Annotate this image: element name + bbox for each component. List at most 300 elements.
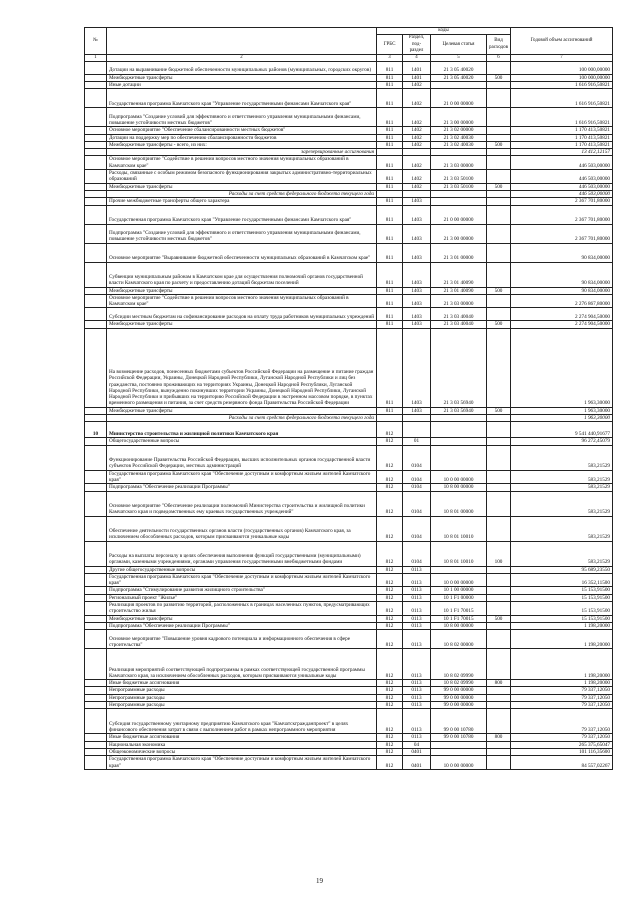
row-section: 0401: [403, 748, 431, 755]
row-name: Подпрограмма "Стимулирование развития жилищного строительства": [107, 587, 377, 594]
row-target: 21 3 03 40040: [431, 308, 487, 321]
row-exptype: [487, 602, 511, 616]
row-amount: 1 198,20000: [511, 622, 613, 629]
row-amount: 1 963,30000: [511, 415, 613, 422]
row-section: 0113: [403, 687, 431, 694]
row-exptype: [487, 61, 511, 74]
row-exptype: [487, 566, 511, 573]
row-name: Государственная программа Камчатского края "Обеспечение доступным и комфортным жильем жителей Камчатского края": [107, 470, 377, 484]
row-grbs: 812: [377, 709, 403, 734]
row-exptype: [487, 516, 511, 541]
row-amount: 583,21529: [511, 445, 613, 470]
row-number: [85, 294, 107, 308]
row-name: Основное мероприятие "Выравнивание бюджетной обеспеченности муниципальных образований в Камчатском крае": [107, 243, 377, 262]
row-name: Непрограммные расходы: [107, 694, 377, 701]
row-amount: 90 834,00000: [511, 262, 613, 287]
row-number: [85, 407, 107, 414]
row-grbs: 812: [377, 541, 403, 566]
row-amount: 1 170 413,50821: [511, 134, 613, 141]
row-number: [85, 756, 107, 770]
row-section: 0104: [403, 484, 431, 491]
row-amount: 1 616 916,50821: [511, 108, 613, 127]
row-exptype: 500: [487, 141, 511, 148]
row-grbs: 812: [377, 516, 403, 541]
row-target: 10 1 F1 00000: [431, 594, 487, 601]
row-number: [85, 594, 107, 601]
row-grbs: 811: [377, 134, 403, 141]
row-target: 21 3 03 56940: [431, 407, 487, 414]
row-name: Иные бюджетные ассигнования: [107, 734, 377, 741]
row-grbs: [377, 149, 403, 156]
row-number: [85, 566, 107, 573]
table-row: [85, 328, 613, 407]
header-grbs: ГРБС: [377, 35, 403, 55]
row-section: 04: [403, 741, 431, 748]
table-row: [85, 566, 613, 573]
row-exptype: 500: [487, 74, 511, 81]
row-grbs: 812: [377, 484, 403, 491]
table-row: [85, 308, 613, 321]
row-target: [431, 149, 487, 156]
row-target: [431, 445, 487, 470]
row-number: [85, 198, 107, 205]
row-grbs: 811: [377, 127, 403, 134]
table-row: [85, 573, 613, 587]
header-name: [107, 28, 377, 55]
table-row: [85, 541, 613, 566]
row-name: Министерство строительства и жилищной политики Камчатского края: [107, 422, 377, 438]
row-section: 1402: [403, 183, 431, 190]
column-index: 7: [511, 55, 613, 62]
table-row: [85, 602, 613, 616]
row-grbs: 812: [377, 602, 403, 616]
row-grbs: 811: [377, 108, 403, 127]
row-name: Субсидии местным бюджетам на софинансирование расходов на оплату труда работников муниципальных учреждений: [107, 308, 377, 321]
row-name: Другие общегосударственные вопросы: [107, 566, 377, 573]
row-grbs: 811: [377, 308, 403, 321]
row-number: [85, 205, 107, 224]
row-grbs: 812: [377, 756, 403, 770]
row-grbs: 811: [377, 328, 403, 407]
row-section: 1401: [403, 61, 431, 74]
row-number: [85, 602, 107, 616]
row-target: 10 8 00 00000: [431, 484, 487, 491]
row-target: [431, 415, 487, 422]
row-target: 21 0 00 00000: [431, 205, 487, 224]
row-amount: 1 170 413,50821: [511, 141, 613, 148]
row-section: 0113: [403, 734, 431, 741]
row-number: [85, 134, 107, 141]
row-name: Дотации на поддержку мер по обеспечению сбалансированности бюджетов: [107, 134, 377, 141]
row-amount: 2 274 904,50000: [511, 308, 613, 321]
table-row: [85, 170, 613, 184]
row-grbs: 811: [377, 89, 403, 108]
row-exptype: [487, 422, 511, 438]
row-name: Подпрограмма "Создание условий для эффективного и ответственного управления муниципальными финансами, повышение устойчивости местных бюджетов": [107, 224, 377, 243]
row-section: 0113: [403, 573, 431, 587]
row-target: 10 8 01 10010: [431, 516, 487, 541]
row-name: зарезервированные ассигнования: [107, 149, 377, 156]
table-row: [85, 321, 613, 328]
row-target: 10 1 F1 70015: [431, 615, 487, 622]
row-target: 10 1 00 00000: [431, 587, 487, 594]
row-grbs: 812: [377, 748, 403, 755]
row-grbs: 811: [377, 243, 403, 262]
row-section: 1402: [403, 127, 431, 134]
row-name: Межбюджетные трансферты: [107, 74, 377, 81]
row-section: 0113: [403, 622, 431, 629]
table-row: [85, 294, 613, 308]
row-number: [85, 262, 107, 287]
table-row: [85, 205, 613, 224]
row-exptype: 100: [487, 541, 511, 566]
row-number: [85, 81, 107, 88]
row-number: [85, 680, 107, 687]
row-name: Расходы, связанные с особым режимом безопасного функционирования закрытых административно-территориальных образований: [107, 170, 377, 184]
row-number: [85, 224, 107, 243]
row-amount: 100 000,00000: [511, 61, 613, 74]
row-number: [85, 170, 107, 184]
row-target: [431, 741, 487, 748]
row-exptype: 800: [487, 734, 511, 741]
budget-table: [84, 27, 613, 770]
row-target: 10 8 02 09990: [431, 680, 487, 687]
row-amount: 1 963,30000: [511, 407, 613, 414]
row-amount: 79 337,12050: [511, 687, 613, 694]
row-number: [85, 649, 107, 680]
row-number: [85, 687, 107, 694]
row-amount: 15 153,91500: [511, 594, 613, 601]
row-exptype: [487, 224, 511, 243]
row-exptype: [487, 573, 511, 587]
row-grbs: 812: [377, 702, 403, 709]
row-target: [431, 81, 487, 88]
row-grbs: 811: [377, 141, 403, 148]
row-section: 1402: [403, 89, 431, 108]
row-grbs: 812: [377, 630, 403, 649]
row-section: [403, 422, 431, 438]
row-grbs: 812: [377, 587, 403, 594]
row-name: Государственная программа Камчатского края "Управление государственными финансами Камчатского края": [107, 205, 377, 224]
table-row: [85, 243, 613, 262]
column-index: 5: [431, 55, 487, 62]
row-target: 21 3 02 00000: [431, 127, 487, 134]
table-row: [85, 748, 613, 755]
row-amount: 1 963,30000: [511, 328, 613, 407]
row-name: Межбюджетные трансферты: [107, 183, 377, 190]
row-name: Прочие межбюджетные трансферты общего характера: [107, 198, 377, 205]
row-exptype: [487, 328, 511, 407]
row-exptype: [487, 294, 511, 308]
table-row: [85, 108, 613, 127]
row-grbs: 812: [377, 615, 403, 622]
row-section: 1403: [403, 262, 431, 287]
row-name: Национальная экономика: [107, 741, 377, 748]
header-section: Раздел, под-раздел: [403, 35, 431, 55]
row-exptype: [487, 709, 511, 734]
row-number: [85, 709, 107, 734]
row-exptype: 500: [487, 183, 511, 190]
row-exptype: 500: [487, 321, 511, 328]
row-name: Иные дотации: [107, 81, 377, 88]
table-row: [85, 61, 613, 74]
row-name: Основное мероприятие "Обеспечение реализации полномочий Министерства строительства и жилищной политики Камчатского края и подведомственных ему краевых государственных учреждений": [107, 491, 377, 516]
row-name: Расходы за счет средств федерального бюджета текущего года: [107, 415, 377, 422]
row-grbs: 811: [377, 156, 403, 170]
header-target: Целевая статья: [431, 35, 487, 55]
row-target: 10 8 01 10010: [431, 541, 487, 566]
row-number: [85, 573, 107, 587]
table-row: [85, 594, 613, 601]
row-section: 01: [403, 438, 431, 445]
row-exptype: [487, 108, 511, 127]
column-index: 3: [377, 55, 403, 62]
row-target: 10 8 01 00000: [431, 491, 487, 516]
row-grbs: [377, 190, 403, 197]
row-number: [85, 61, 107, 74]
row-target: [431, 748, 487, 755]
row-exptype: [487, 149, 511, 156]
row-number: [85, 328, 107, 407]
row-number: [85, 149, 107, 156]
row-number: [85, 243, 107, 262]
row-section: 1402: [403, 134, 431, 141]
row-amount: 583,21529: [511, 491, 613, 516]
row-section: 1403: [403, 205, 431, 224]
row-number: [85, 702, 107, 709]
row-name: Основное мероприятие "Обеспечение сбалансированности местных бюджетов": [107, 127, 377, 134]
header-no: №: [85, 28, 107, 55]
row-target: 10 8 02 09990: [431, 649, 487, 680]
row-exptype: [487, 622, 511, 629]
row-exptype: [487, 484, 511, 491]
row-section: 1403: [403, 407, 431, 414]
row-section: 1403: [403, 321, 431, 328]
row-grbs: 811: [377, 198, 403, 205]
row-amount: 446 503,00000: [511, 183, 613, 190]
row-target: 21 3 03 00000: [431, 156, 487, 170]
row-amount: 15 153,91500: [511, 602, 613, 616]
row-section: 0113: [403, 694, 431, 701]
table-row: [85, 709, 613, 734]
row-exptype: [487, 170, 511, 184]
row-number: [85, 734, 107, 741]
header-amount: Годовой объем ассигнований: [511, 28, 613, 55]
row-amount: 446 503,00000: [511, 190, 613, 197]
row-exptype: [487, 491, 511, 516]
row-target: 21 3 03 50100: [431, 183, 487, 190]
row-number: [85, 615, 107, 622]
row-name: Государственная программа Камчатского края "Обеспечение доступным и комфортным жильем жителей Камчатского края": [107, 756, 377, 770]
row-section: 1403: [403, 287, 431, 294]
row-number: [85, 141, 107, 148]
row-exptype: [487, 594, 511, 601]
table-row: [85, 680, 613, 687]
header-exptype: Вид расходов: [487, 35, 511, 55]
row-exptype: [487, 741, 511, 748]
row-section: 0113: [403, 680, 431, 687]
row-amount: 1 198,20000: [511, 630, 613, 649]
row-name: Субвенции муниципальным районам в Камчатском крае для осуществления полномочий органов государственной власти Камчатского края по расчету и предоставлению дотаций бюджетам поселений: [107, 262, 377, 287]
table-row: [85, 649, 613, 680]
row-amount: 2 274 904,50000: [511, 321, 613, 328]
row-name: Реализация мероприятий соответствующей подпрограммы в рамках соответствующей государственной программы Камчатского края, за исключением обособленных расходов, которым присваиваются уникальные коды: [107, 649, 377, 680]
row-exptype: [487, 262, 511, 287]
table-row: [85, 134, 613, 141]
row-section: 1402: [403, 170, 431, 184]
row-target: [431, 438, 487, 445]
row-amount: 446 503,00000: [511, 170, 613, 184]
row-number: [85, 321, 107, 328]
row-number: [85, 89, 107, 108]
row-name: Расходы на выплаты персоналу в целях обеспечения выполнения функций государственными (муниципальными) органами, казенными учреждениями, органами управления государственными внебюджетными фондами: [107, 541, 377, 566]
table-row: [85, 183, 613, 190]
row-target: 10 0 00 00000: [431, 756, 487, 770]
row-section: 1402: [403, 156, 431, 170]
table-row: [85, 422, 613, 438]
row-target: 99 0 00 10780: [431, 734, 487, 741]
row-grbs: 812: [377, 649, 403, 680]
row-number: [85, 308, 107, 321]
row-exptype: [487, 438, 511, 445]
table-row: [85, 734, 613, 741]
row-section: 0113: [403, 709, 431, 734]
row-grbs: 812: [377, 566, 403, 573]
row-target: [431, 422, 487, 438]
row-amount: 1 170 413,50821: [511, 127, 613, 134]
row-name: Функционирование Правительства Российской Федерации, высших исполнительных органов государственной власти субъектов Российской Федерации, местных администраций: [107, 445, 377, 470]
column-index: 1: [85, 55, 107, 62]
row-exptype: [487, 649, 511, 680]
row-target: 21 3 00 00000: [431, 224, 487, 243]
row-name: Реализация проектов по развитию территорий, расположенных в границах населенных пунктов, предусматривающих строительство жилья: [107, 602, 377, 616]
row-amount: 101 116,35600: [511, 748, 613, 755]
row-exptype: [487, 702, 511, 709]
row-number: [85, 438, 107, 445]
row-target: 99 0 00 10780: [431, 709, 487, 734]
row-amount: 583,21529: [511, 541, 613, 566]
row-grbs: 812: [377, 491, 403, 516]
row-exptype: [487, 694, 511, 701]
row-target: 21 3 02 40030: [431, 134, 487, 141]
row-target: 21 3 05 40020: [431, 61, 487, 74]
column-index: 2: [107, 55, 377, 62]
row-section: 1401: [403, 74, 431, 81]
table-row: [85, 694, 613, 701]
row-name: Межбюджетные трансферты: [107, 615, 377, 622]
row-section: 0113: [403, 587, 431, 594]
row-section: 1403: [403, 308, 431, 321]
row-exptype: 500: [487, 407, 511, 414]
row-section: 0113: [403, 702, 431, 709]
row-number: [85, 74, 107, 81]
row-name: Межбюджетные трансферты - всего, из них:: [107, 141, 377, 148]
row-amount: 13 412,12157: [511, 149, 613, 156]
row-grbs: 811: [377, 294, 403, 308]
row-target: 99 0 00 00000: [431, 694, 487, 701]
note-row: [85, 149, 613, 156]
table-row: [85, 262, 613, 287]
table-row: [85, 407, 613, 414]
row-target: 21 3 03 50100: [431, 170, 487, 184]
row-amount: 79 337,12050: [511, 702, 613, 709]
row-exptype: [487, 89, 511, 108]
table-row: [85, 470, 613, 484]
row-section: 0104: [403, 541, 431, 566]
row-target: 21 3 02 40030: [431, 141, 487, 148]
row-exptype: 500: [487, 287, 511, 294]
row-name: Подпрограмма "Обеспечение реализации Программы": [107, 622, 377, 629]
row-amount: 79 337,12050: [511, 694, 613, 701]
table-row: [85, 622, 613, 629]
table-row: [85, 438, 613, 445]
row-grbs: 812: [377, 734, 403, 741]
row-section: 1403: [403, 328, 431, 407]
row-name: Межбюджетные трансферты: [107, 407, 377, 414]
row-name: Межбюджетные трансферты: [107, 287, 377, 294]
row-section: 0104: [403, 445, 431, 470]
table-row: [85, 89, 613, 108]
row-name: Общеэкономические вопросы: [107, 748, 377, 755]
row-target: 10 8 00 00000: [431, 622, 487, 629]
row-name: Дотации на выравнивание бюджетной обеспеченности муниципальных районов (муниципальных, городских округов): [107, 61, 377, 74]
row-exptype: [487, 630, 511, 649]
row-section: [403, 190, 431, 197]
table-row: [85, 224, 613, 243]
row-number: 10: [85, 422, 107, 438]
table-row: [85, 587, 613, 594]
note-row: [85, 190, 613, 197]
row-section: [403, 415, 431, 422]
table-row: [85, 287, 613, 294]
row-grbs: 811: [377, 262, 403, 287]
row-amount: 95 689,23550: [511, 566, 613, 573]
row-name: Государственная программа Камчатского края "Управление государственными финансами Камчатского края": [107, 89, 377, 108]
row-name: Основное мероприятие "Повышение уровня кадрового потенциала и информационного обеспечения в сфере строительства": [107, 630, 377, 649]
row-number: [85, 491, 107, 516]
row-section: 1403: [403, 243, 431, 262]
row-target: 10 1 F1 70015: [431, 602, 487, 616]
row-section: 1403: [403, 294, 431, 308]
row-grbs: 811: [377, 170, 403, 184]
row-grbs: [377, 415, 403, 422]
row-amount: 9 541 440,91677: [511, 422, 613, 438]
row-grbs: 812: [377, 594, 403, 601]
row-grbs: 812: [377, 445, 403, 470]
row-amount: 265 375,65047: [511, 741, 613, 748]
row-number: [85, 622, 107, 629]
row-exptype: [487, 198, 511, 205]
row-number: [85, 741, 107, 748]
row-amount: 583,21529: [511, 516, 613, 541]
row-section: 1402: [403, 141, 431, 148]
row-amount: 1 198,20000: [511, 680, 613, 687]
row-name: Межбюджетные трансферты: [107, 321, 377, 328]
table-row: [85, 702, 613, 709]
table-row: [85, 74, 613, 81]
note-row: [85, 415, 613, 422]
row-name: Общегосударственные вопросы: [107, 438, 377, 445]
row-grbs: 811: [377, 321, 403, 328]
row-number: [85, 470, 107, 484]
row-target: 21 3 01 40090: [431, 262, 487, 287]
row-section: 1402: [403, 81, 431, 88]
row-exptype: [487, 190, 511, 197]
row-exptype: 800: [487, 680, 511, 687]
row-section: 0113: [403, 594, 431, 601]
row-exptype: [487, 308, 511, 321]
row-amount: 1 198,20000: [511, 649, 613, 680]
